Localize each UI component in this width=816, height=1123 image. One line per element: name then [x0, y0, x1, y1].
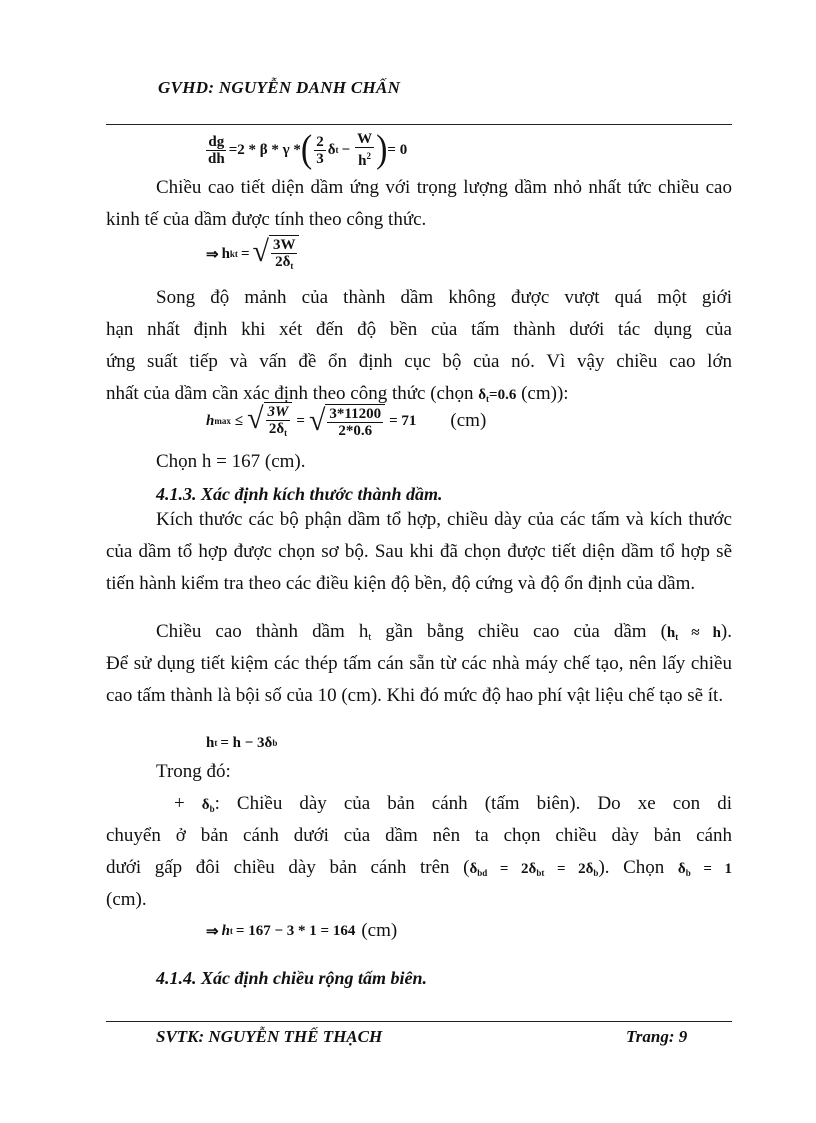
paragraph-slenderness-line4: nhất của dầm cần xác định theo công thức (chọn $\delta_t=0.6$ (cm)):: [106, 383, 569, 404]
paragraph-web-height-line1: Chiều cao thành dầm $h_t$ gần bằng chiều cao của dầm $(h_t \approx h)$.: [156, 621, 732, 643]
paragraph-slenderness-line1: Song độ mảnh của thành dầm không được vượt quá một giới: [156, 287, 732, 308]
header-rule: [106, 124, 732, 125]
section-heading-4-1-3: 4.1.3. Xác định kích thước thành dầm.: [156, 484, 443, 504]
paragraph-flange-line4: (cm).: [106, 889, 147, 910]
paragraph-slenderness-line2: hạn nhất định khi xét đến độ bền của tấm thành dưới tác dụng của: [106, 319, 732, 340]
paragraph-web-height-rest: Để sử dụng tiết kiệm các thép tấm cán sẵn từ các nhà máy chế tạo, nên lấy chiều cao tấm thành là bội số của 10 (cm). Khi đó mức độ hao phí vật liệu chế tạo sẽ ít.: [106, 653, 732, 706]
paragraph-composite-beam: Kích thước các bộ phận dầm tổ hợp, chiều dày của các tấm và kích thước của dầm tổ hợp được chọn sơ bộ. Sau khi đã chọn được tiết diện dầm tổ hợp sẽ tiến hành kiểm tra theo các điều kiện độ bền, độ cứng và độ ổn định của dầm.: [106, 509, 732, 594]
chosen-height: Chọn h = 167 (cm).: [156, 451, 306, 472]
equation-max-height: h max ≤ √ $\frac{3W}{2\delta_t}$ = √ $\frac{3*11200}{2*0.6}$ = 71 (cm): [206, 401, 487, 439]
footer-rule: [106, 1021, 732, 1022]
paragraph-slenderness-line3: ứng suất tiếp và vấn đề ổn định cục bộ của nó. Vì vậy chiều cao lớn: [106, 351, 732, 372]
paragraph-flange-line2: chuyển ở bản cánh dưới của dầm nên ta chọn chiều dày bản cánh: [106, 825, 732, 846]
section-heading-4-1-4: 4.1.4. Xác định chiều rộng tấm biên.: [156, 968, 428, 988]
paragraph-flange-line3: dưới gấp đôi chiều dày bản cánh trên $(\delta_{bd} = 2\delta_{bt} = 2\delta_b)$. Chọn $\delta_b = 1$: [106, 857, 732, 878]
equation-web-height: h t = h − 3δ b: [206, 734, 278, 751]
footer-page-number: Trang: 9: [626, 1027, 688, 1046]
where-label: Trong đó:: [156, 761, 231, 782]
equation-economic-height: ⇒ h kt = √ $\frac{3W}{2\delta_t}$: [206, 232, 299, 276]
page-header: GVHD: NGUYỄN DANH CHẤN: [158, 78, 401, 97]
equation-web-height-result: ⇒ h t = 167 − 3 * 1 = 164 (cm): [206, 920, 398, 941]
equation-derivative: $\frac{dg}{dh}$ =2 * β * γ * ( $\frac{2}{3}$ δ t − $\frac{W}{h^2}$ ) = 0: [208, 128, 408, 171]
paragraph-flange-line1: + $\delta_b$: Chiều dày của bản cánh (tấm biên). Do xe con di: [174, 793, 732, 814]
footer-student: SVTK: NGUYỄN THẾ THẠCH: [156, 1027, 383, 1046]
paragraph-economic-height: Chiều cao tiết diện dầm ứng với trọng lượng dầm nhỏ nhất tức chiều cao kinh tế của dầm được tính theo công thức.: [106, 177, 732, 230]
